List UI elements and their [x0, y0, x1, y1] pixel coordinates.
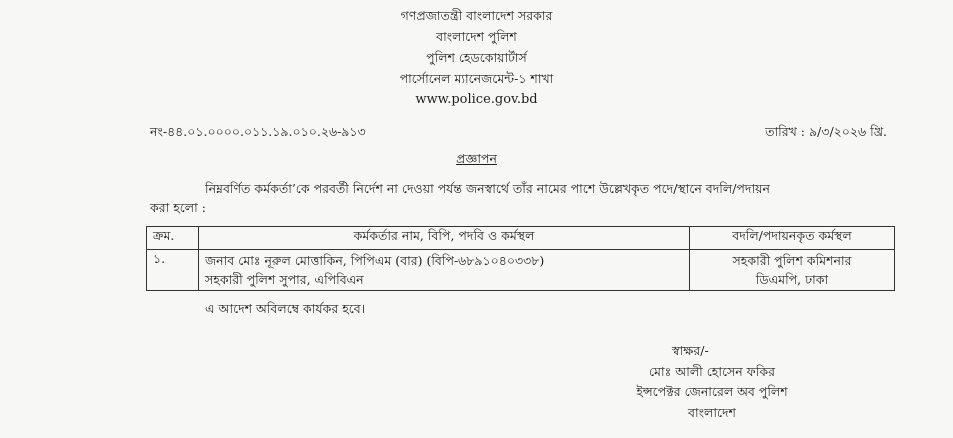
- govt-title: গণপ্রজাতন্ত্রী বাংলাদেশ সরকার: [400, 8, 553, 23]
- table-header-row: [147, 227, 895, 250]
- column-header-posting: বদলি/পদায়নকৃত কর্মস্থল: [690, 227, 895, 250]
- officer-current-post: সহকারী পুলিশ সুপার, এপিবিএন: [205, 272, 364, 287]
- body-line-2: করা হলো :: [150, 200, 206, 215]
- office-title: পুলিশ হেডকোয়ার্টার্স: [426, 50, 527, 65]
- notification-title: প্রজ্ঞাপন: [456, 151, 497, 166]
- officer-name: জনাব মোঃ নূরুল মোত্তাকিন, পিপিএম (বার) (বিপি-৬৮৯১০৪০৩৩৮): [205, 253, 545, 268]
- branch-title: পার্সোনেল ম্যানেজমেন্ট-১ শাখা: [399, 71, 554, 86]
- officer-cell: [199, 250, 690, 291]
- memo-date: তারিখ : ৯/৩/২০২৬ খ্রি.: [765, 124, 887, 139]
- signature-mark: স্বাক্ষর/-: [672, 343, 709, 358]
- column-header-serial: ক্রম.: [147, 227, 199, 250]
- signatory-designation: ইন্সপেক্টর জেনারেল অব পুলিশ: [636, 384, 788, 399]
- signatory-name: মোঃ আলী হোসেন ফকির: [648, 364, 776, 379]
- website-link[interactable]: www.police.gov.bd: [415, 92, 538, 107]
- department-title: বাংলাদেশ পুলিশ: [436, 29, 517, 44]
- signatory-country: বাংলাদেশ: [688, 405, 736, 420]
- column-header-officer: কর্মকর্তার নাম, বিপি, পদবি ও কর্মস্থল: [199, 227, 690, 250]
- new-designation: সহকারী পুলিশ কমিশনার: [732, 253, 852, 268]
- effect-statement: এ আদেশ অবিলম্বে কার্যকর হবে।: [205, 301, 366, 316]
- transfer-table: [146, 226, 895, 291]
- new-workplace: ডিএমপি, ঢাকা: [755, 272, 829, 287]
- table-row: [147, 250, 895, 291]
- body-line-1: নিম্নবর্ণিত কর্মকর্তা’কে পরবর্তী নির্দেশ না দেওয়া পর্যন্ত জনস্বার্থে তাঁর নামের পাশে উল্লেখকৃত পদে/স্থানে বদলি/পদায়ন: [205, 181, 770, 196]
- row-serial: ১.: [147, 250, 199, 291]
- posting-cell: [690, 250, 895, 291]
- memo-number: নং-৪৪.০১.০০০০.০১১.১৯.০১০.২৬-৯১৩: [150, 124, 366, 139]
